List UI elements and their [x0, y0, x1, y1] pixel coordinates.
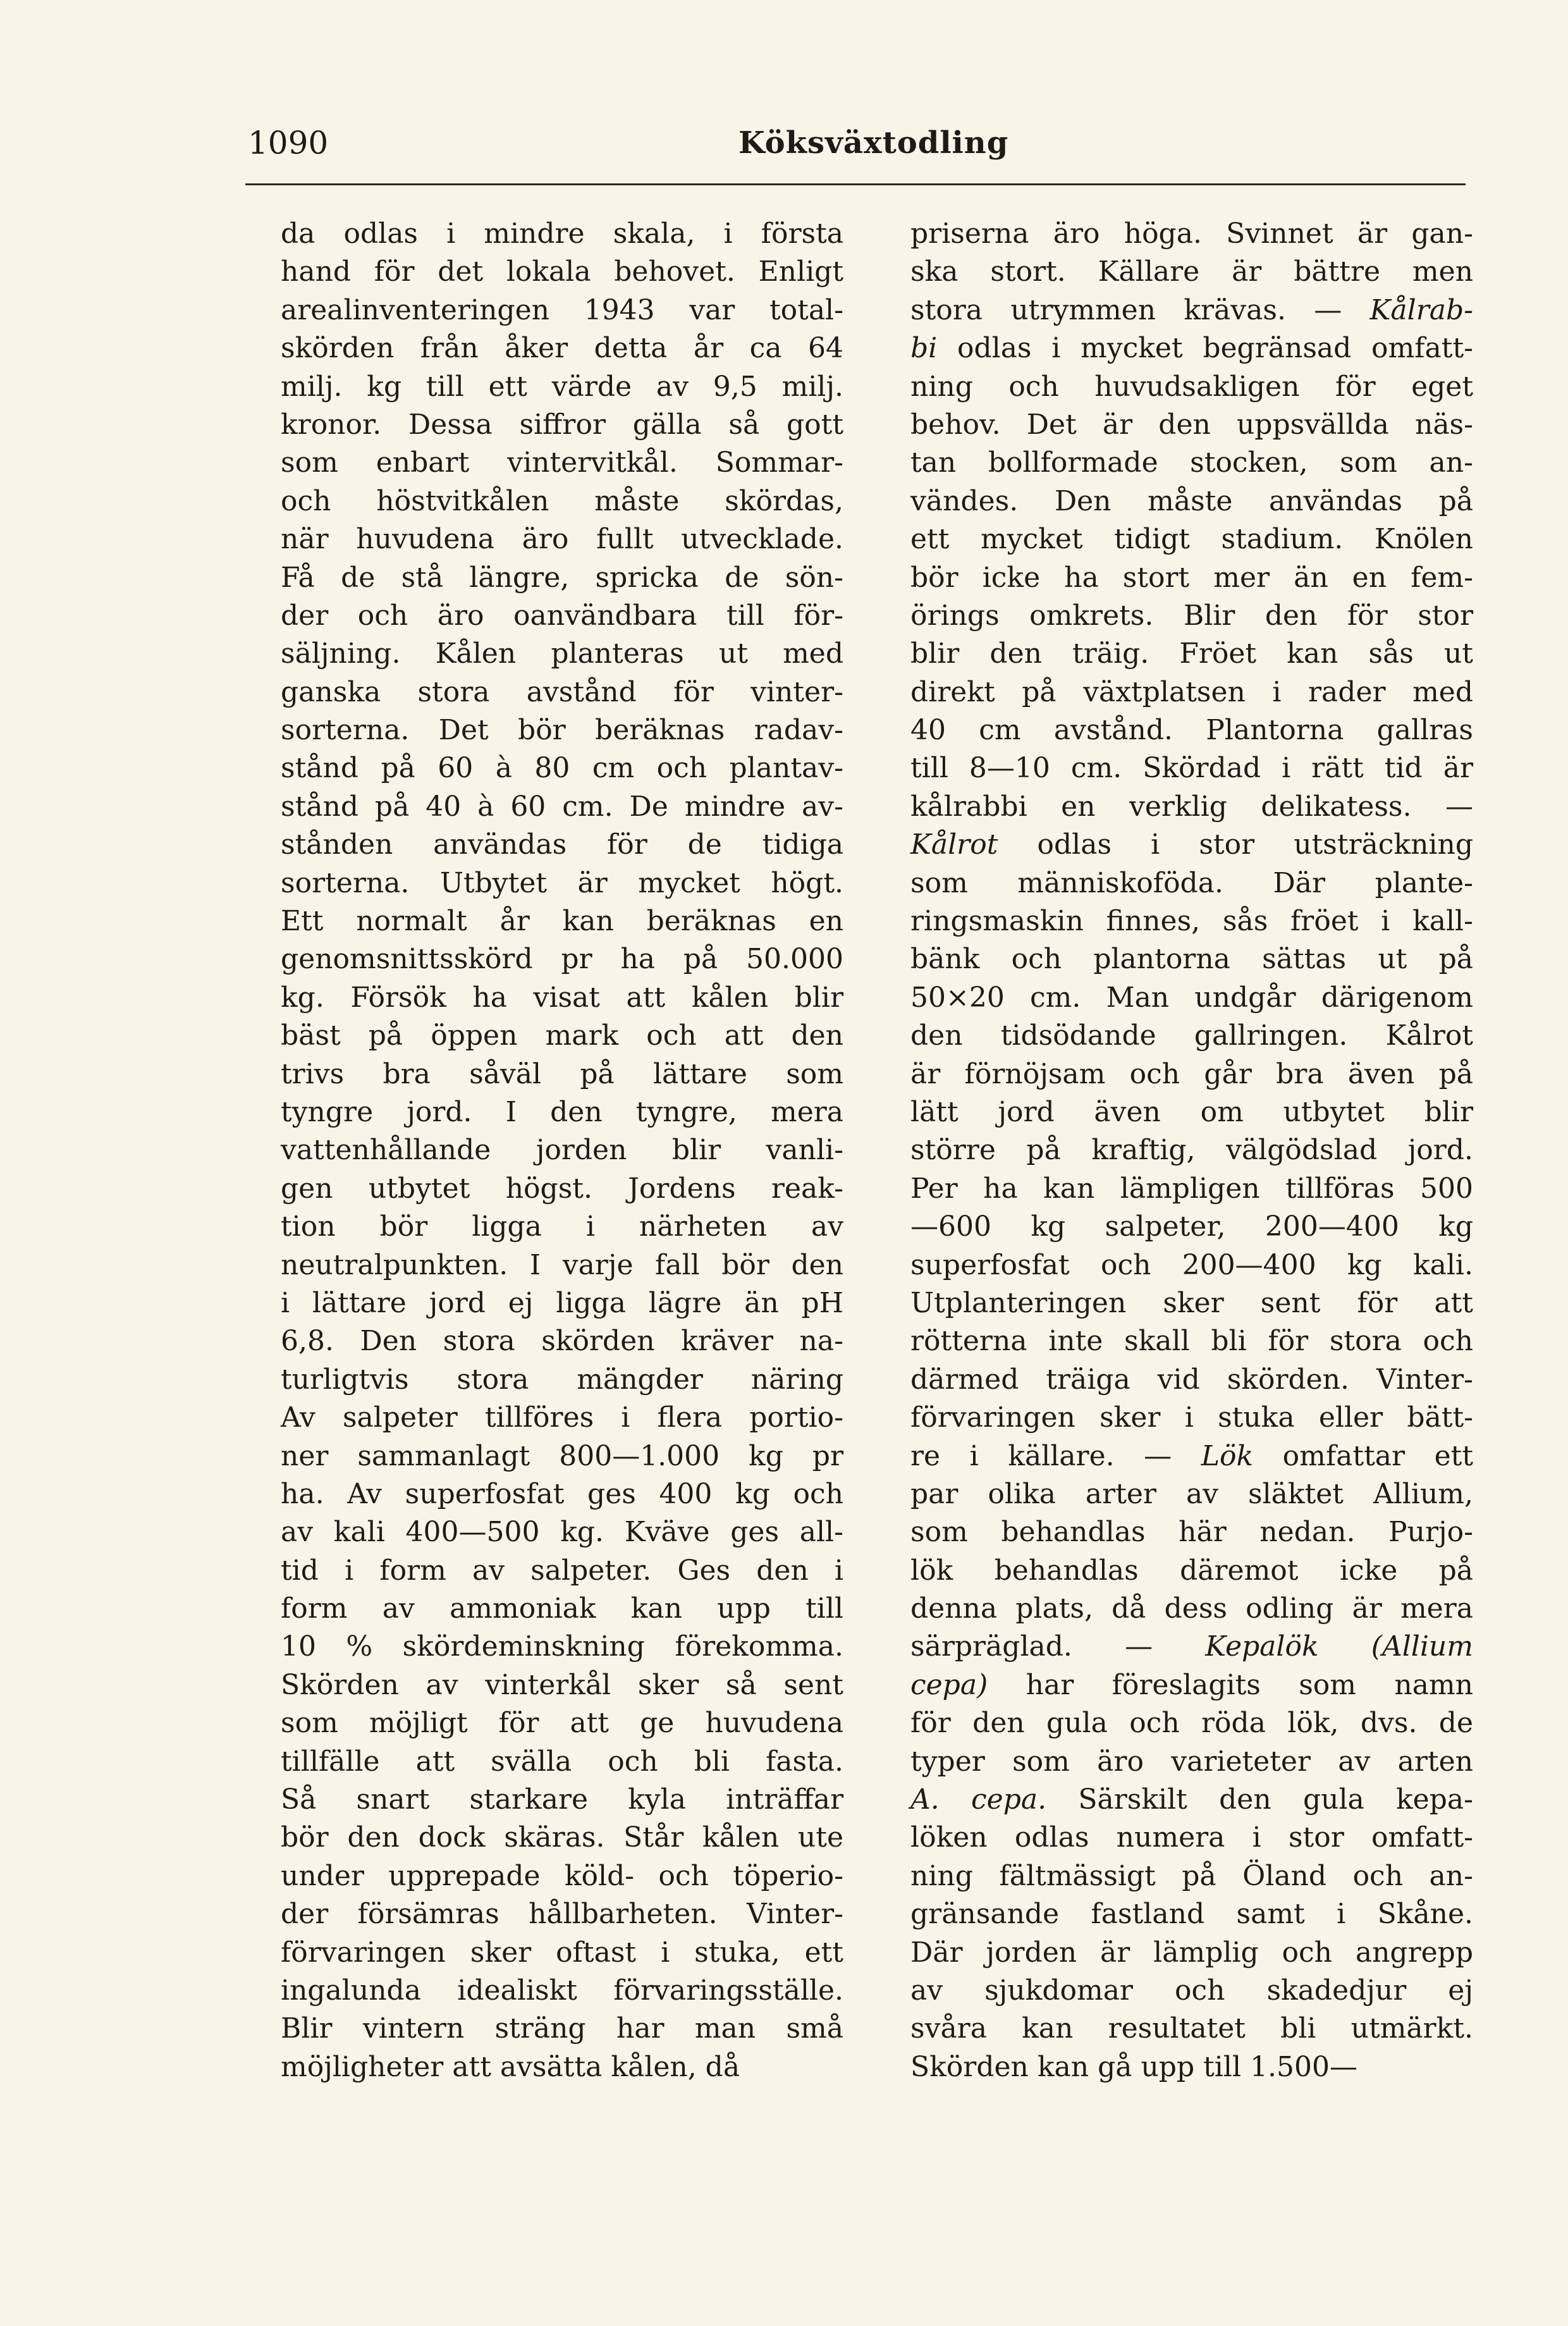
text-segment: kålrabbi en verklig delikatess. — [910, 790, 1473, 823]
italic-term: cepa) [910, 1668, 988, 1701]
text-line [910, 483, 1473, 520]
text-line: da odlas i mindre skala, i första [281, 218, 843, 250]
text-line [910, 1093, 1473, 1131]
text-line: tyngre jord. I den tyngre, mera [281, 1095, 843, 1128]
text-segment: par olika arter av släktet Allium, [910, 1477, 1473, 1510]
text-line [910, 329, 1473, 367]
text-line [910, 1170, 1473, 1208]
text-line [910, 444, 1473, 482]
italic-term: Kepalök (Allium [1205, 1630, 1473, 1663]
text-segment: för den gula och röda lök, dvs. de [910, 1707, 1473, 1740]
text-segment: 40 cm avstånd. Plantorna gallras [910, 714, 1473, 747]
text-line: när huvudena äro fullt utvecklade. [281, 523, 843, 556]
text-line: turligtvis stora mängder näring [281, 1363, 843, 1396]
text-line: Blir vintern sträng har man små [281, 2012, 843, 2045]
text-segment: örings omkrets. Blir den för stor [910, 599, 1473, 632]
text-line [910, 711, 1473, 749]
text-segment: rötterna inte skall bli för stora och [910, 1325, 1473, 1358]
text-line: tion bör ligga i närheten av [281, 1210, 843, 1243]
text-segment: tan bollformade stocken, som an- [910, 446, 1473, 479]
text-line [910, 979, 1473, 1017]
text-line [910, 520, 1473, 558]
italic-term: Kålrot [910, 828, 998, 861]
text-line [910, 1055, 1473, 1093]
text-line [910, 1017, 1473, 1055]
text-line: av kali 400—500 kg. Kväve ges all- [281, 1516, 843, 1549]
text-line [910, 1208, 1473, 1246]
text-segment: Där jorden är lämplig och angrepp [910, 1936, 1473, 1969]
text-line: i lättare jord ej ligga lägre än pH [281, 1286, 843, 1319]
text-segment: svåra kan resultatet bli utmärkt. [910, 2012, 1473, 2045]
text-line [910, 940, 1473, 978]
text-line: gen utbytet högst. Jordens reak- [281, 1172, 843, 1205]
text-segment: odlas i stor utsträckning [998, 828, 1473, 861]
text-line: genomsnittsskörd pr ha på 50.000 [281, 943, 843, 976]
text-line [910, 1857, 1473, 1895]
text-line [910, 406, 1473, 444]
text-line [910, 1246, 1473, 1284]
text-segment: priserna äro höga. Svinnet är gan- [910, 218, 1473, 250]
text-line: stånd på 40 à 60 cm. De mindre av- [281, 790, 843, 823]
text-line [910, 635, 1473, 673]
text-line: under upprepade köld- och töperio- [281, 1859, 843, 1892]
text-line [910, 292, 1473, 329]
text-segment: direkt på växtplatsen i rader med [910, 675, 1473, 708]
text-line: sorterna. Utbytet är mycket högt. [281, 866, 843, 899]
page-number: 1090 [248, 125, 329, 161]
text-line [910, 368, 1473, 406]
text-line [910, 1743, 1473, 1781]
text-segment: stora utrymmen krävas. — [910, 293, 1370, 326]
text-line: stånden användas för de tidiga [281, 828, 843, 861]
text-segment: behov. Det är den uppsvällda näs- [910, 408, 1473, 441]
text-segment: Skörden kan gå upp till 1.500— [910, 2050, 1357, 2083]
text-segment: ett mycket tidigt stadium. Knölen [910, 523, 1473, 556]
text-line: trivs bra såväl på lättare som [281, 1057, 843, 1090]
text-line: sorterna. Det bör beräknas radav- [281, 714, 843, 747]
text-segment: vändes. Den måste användas på [910, 484, 1473, 517]
text-line [910, 1437, 1473, 1475]
text-line: Få de stå längre, spricka de sön- [281, 561, 843, 594]
text-line: neutralpunkten. I varje fall bör den [281, 1248, 843, 1281]
text-line: ingalunda idealiskt förvaringsställe. [281, 1974, 843, 2007]
italic-term: bi [910, 332, 938, 365]
text-line: tillfälle att svälla och bli fasta. [281, 1745, 843, 1778]
text-line: skörden från åker detta år ca 64 [281, 332, 843, 365]
text-segment: har föreslagits som namn [988, 1668, 1473, 1701]
text-line: ha. Av superfosfat ges 400 kg och [281, 1477, 843, 1510]
text-line: arealinventeringen 1943 var total- [281, 293, 843, 326]
text-segment: löken odlas numera i stor omfatt- [910, 1821, 1473, 1854]
text-segment: särpräglad. — [910, 1630, 1206, 1663]
text-line [910, 1666, 1473, 1704]
text-line: säljning. Kålen planteras ut med [281, 637, 843, 670]
text-segment: ringsmaskin finnes, sås fröet i kall- [910, 905, 1473, 938]
right-column [910, 215, 1473, 2086]
text-line: Skörden av vinterkål sker så sent [281, 1668, 843, 1701]
text-segment: re i källare. — [910, 1439, 1201, 1472]
text-line [910, 902, 1473, 940]
header-rule [245, 183, 1466, 185]
text-line [910, 788, 1473, 826]
text-line: stånd på 60 à 80 cm och plantav- [281, 752, 843, 785]
text-line: form av ammoniak kan upp till [281, 1592, 843, 1625]
text-line: hand för det lokala behovet. Enligt [281, 255, 843, 288]
text-segment: superfosfat och 200—400 kg kali. [910, 1248, 1473, 1281]
text-segment: bänk och plantorna sättas ut på [910, 943, 1473, 976]
text-line: och höstvitkålen måste skördas, [281, 484, 843, 517]
text-line [910, 1934, 1473, 1972]
text-line [910, 2048, 1473, 2086]
text-line [910, 1972, 1473, 2010]
text-segment: denna plats, då dess odling är mera [910, 1592, 1473, 1625]
text-line [910, 2010, 1473, 2048]
text-segment: bör icke ha stort mer än en fem- [910, 561, 1473, 594]
text-segment: Särskilt den gula kepa- [1046, 1783, 1473, 1816]
left-column [281, 215, 843, 2086]
text-line [910, 1704, 1473, 1742]
text-line [910, 1322, 1473, 1360]
text-line [910, 1819, 1473, 1857]
text-line [910, 865, 1473, 902]
text-line [910, 1131, 1473, 1169]
text-line [910, 749, 1473, 787]
italic-term: Kålrab- [1369, 293, 1473, 326]
text-segment: 50×20 cm. Man undgår därigenom [910, 981, 1473, 1014]
text-line [910, 253, 1473, 291]
text-line: ner sammanlagt 800—1.000 kg pr [281, 1439, 843, 1472]
text-segment: blir den träig. Fröet kan sås ut [910, 637, 1473, 670]
text-line: milj. kg till ett värde av 9,5 milj. [281, 370, 843, 403]
italic-term: Lök [1201, 1439, 1254, 1472]
text-line: vattenhållande jorden blir vanli- [281, 1134, 843, 1167]
text-segment: ning fältmässigt på Öland och an- [910, 1859, 1473, 1892]
text-segment: omfattar ett [1253, 1439, 1473, 1472]
text-line: kg. Försök ha visat att kålen blir [281, 981, 843, 1014]
text-segment: —600 kg salpeter, 200—400 kg [910, 1210, 1473, 1243]
text-line: der försämras hållbarheten. Vinter- [281, 1898, 843, 1931]
italic-term: A. cepa. [910, 1783, 1047, 1816]
text-line: kronor. Dessa siffror gälla så gott [281, 408, 843, 441]
text-segment: förvaringen sker i stuka eller bätt- [910, 1401, 1473, 1434]
text-segment: den tidsödande gallringen. Kålrot [910, 1019, 1473, 1052]
running-head: Köksväxtodling [738, 125, 1009, 161]
text-line [910, 1475, 1473, 1513]
text-line: ganska stora avstånd för vinter- [281, 675, 843, 708]
text-segment: odlas i mycket begränsad omfatt- [937, 332, 1473, 365]
text-segment: som behandlas här nedan. Purjo- [910, 1516, 1473, 1549]
text-segment: till 8—10 cm. Skördad i rätt tid är [910, 752, 1473, 785]
text-line: som möjligt för att ge huvudena [281, 1707, 843, 1740]
text-line: bäst på öppen mark och att den [281, 1019, 843, 1052]
text-segment: större på kraftig, välgödslad jord. [910, 1134, 1473, 1167]
text-line: möjligheter att avsätta kålen, då [281, 2050, 740, 2083]
text-segment: ska stort. Källare är bättre men [910, 255, 1473, 288]
text-line [910, 1399, 1473, 1437]
text-segment: lätt jord även om utbytet blir [910, 1095, 1473, 1128]
text-segment: ning och huvudsakligen för eget [910, 370, 1473, 403]
text-segment: typer som äro varieteter av arten [910, 1745, 1473, 1778]
text-line [910, 1590, 1473, 1628]
text-line: Ett normalt år kan beräknas en [281, 905, 843, 938]
text-line: der och äro oanvändbara till för- [281, 599, 843, 632]
text-segment: lök behandlas däremot icke på [910, 1554, 1473, 1587]
text-line: förvaringen sker oftast i stuka, ett [281, 1936, 843, 1969]
text-segment: som människoföda. Där plante- [910, 866, 1473, 899]
text-line [910, 1361, 1473, 1399]
text-line [910, 1513, 1473, 1551]
text-line [910, 1552, 1473, 1590]
text-line [910, 1895, 1473, 1933]
text-line: som enbart vintervitkål. Sommar- [281, 446, 843, 479]
text-line [910, 826, 1473, 864]
text-segment: är förnöjsam och går bra även på [910, 1057, 1473, 1090]
text-line [910, 215, 1473, 253]
text-line [910, 674, 1473, 711]
text-line: Av salpeter tillföres i flera portio- [281, 1401, 843, 1434]
text-line [910, 1628, 1473, 1666]
text-line: 10 % skördeminskning förekomma. [281, 1630, 843, 1663]
text-line [910, 1284, 1473, 1322]
text-line: bör den dock skäras. Står kålen ute [281, 1821, 843, 1854]
text-line: tid i form av salpeter. Ges den i [281, 1554, 843, 1587]
text-line [910, 1781, 1473, 1819]
text-line [910, 597, 1473, 635]
text-segment: Utplanteringen sker sent för att [910, 1286, 1473, 1319]
text-line: 6,8. Den stora skörden kräver na- [281, 1325, 843, 1358]
text-line: Så snart starkare kyla inträffar [281, 1783, 843, 1816]
text-segment: Per ha kan lämpligen tillföras 500 [910, 1172, 1473, 1205]
text-line [910, 559, 1473, 597]
text-segment: av sjukdomar och skadedjur ej [910, 1974, 1473, 2007]
text-segment: därmed träiga vid skörden. Vinter- [910, 1363, 1473, 1396]
text-segment: gränsande fastland samt i Skåne. [910, 1898, 1473, 1931]
